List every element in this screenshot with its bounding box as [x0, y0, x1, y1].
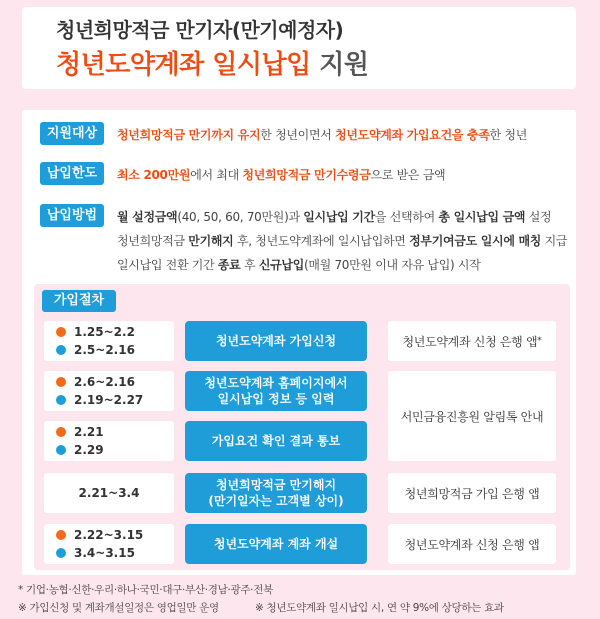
step-2-date-2-text: 2.19~2.27: [74, 393, 144, 407]
method-l3a: 일시납입 전환 기간: [117, 258, 218, 272]
step-2-date-1: [56, 375, 135, 389]
procedure-label: 가입절차: [42, 290, 116, 312]
step-1-date-1-text: 1.25~2.2: [74, 325, 135, 339]
step-3-action: 가입요건 확인 결과 통보: [185, 421, 367, 461]
method-line-1: [117, 208, 551, 225]
footer-note-1: ※ 가입신청 및 계좌개설일정은 영업일만 운영: [18, 602, 219, 614]
method-l1f: 설정: [525, 210, 552, 224]
step-1-info: [388, 321, 556, 361]
step-2-action-line-1: 청년도약계좌 홈페이지에서: [204, 376, 348, 390]
step-1-date-1: [56, 325, 135, 339]
method-l1e: 총 일시납입 금액: [438, 210, 526, 224]
step-4-info: 청년희망적금 가입 은행 앱: [388, 473, 556, 513]
step-4-action-line-1: 청년희망적금 만기해지: [215, 478, 337, 492]
step-2-action-line-2: 일시납입 정보 등 입력: [217, 392, 335, 406]
method-line-2: [117, 232, 567, 249]
step-5-action: 청년도약계좌 계좌 개설: [185, 524, 367, 564]
step-4-date-text: 2.21~3.4: [78, 486, 140, 500]
step-1-info-asterisk: *: [537, 336, 542, 346]
limit-text-3: 청년희망적금 만기수령금: [242, 168, 371, 182]
orange-dot-icon: [56, 530, 66, 540]
step-1-dates: [44, 321, 174, 361]
method-l2c: 후, 청년도약계좌에 일시납입하면: [233, 234, 410, 248]
blue-dot-icon: [56, 345, 66, 355]
step-4-dates: [44, 473, 174, 513]
target-description: [117, 126, 527, 143]
header-title-line1: 청년희망적금 만기자(만기예정자): [56, 18, 344, 42]
method-l3b: 종료: [217, 258, 241, 272]
orange-dot-icon: [56, 427, 66, 437]
footer-note-2: ※ 청년도약계좌 일시납입 시, 연 약 9%에 상당하는 효과: [255, 602, 504, 614]
method-l3c: 후: [240, 258, 259, 272]
step-1-date-2: [56, 343, 135, 357]
method-l1a: 월 설정금액: [117, 210, 178, 224]
orange-dot-icon: [56, 377, 66, 387]
step-3-date-2: [56, 443, 104, 457]
header-title-suffix: 지원: [319, 50, 369, 80]
step-3-date-2-text: 2.29: [74, 443, 104, 457]
target-text-2: 한 청년이면서: [260, 128, 336, 142]
target-text-3: 청년도약계좌 가입요건을 충족: [335, 128, 490, 142]
step-3-date-1: [56, 425, 104, 439]
method-l1d: 을 선택하여: [374, 210, 439, 224]
orange-dot-icon: [56, 327, 66, 337]
header-title-line2: [56, 44, 369, 81]
method-l2e: 지급: [541, 234, 568, 248]
method-l2d: 정부기여금도 일시에 매칭: [409, 234, 542, 248]
step-5-dates: [44, 524, 174, 564]
step-5-date-2-text: 3.4~3.15: [74, 546, 135, 560]
step-5-info: 청년도약계좌 신청 은행 앱: [388, 524, 556, 564]
step-3-dates: [44, 421, 174, 461]
target-text-4: 한 청년: [489, 128, 528, 142]
step-2-date-2: [56, 393, 143, 407]
step-1-date-2-text: 2.5~2.16: [74, 343, 135, 357]
method-l2b: 만기해지: [188, 234, 234, 248]
step-2-date-1-text: 2.6~2.16: [74, 375, 135, 389]
step-3-date-1-text: 2.21: [74, 425, 104, 439]
limit-text-4: 으로 받은 금액: [370, 168, 446, 182]
limit-text-1: 최소 200만원: [117, 168, 191, 182]
target-label: 지원대상: [40, 122, 104, 145]
method-l2a: 청년희망적금: [117, 234, 189, 248]
header-title-main: 청년도약계좌 일시납입: [56, 50, 311, 80]
step-5-date-1-text: 2.22~3.15: [74, 528, 144, 542]
step-2-action: [185, 371, 367, 411]
limit-label: 납입한도: [40, 162, 104, 185]
step-1-action: 청년도약계좌 가입신청: [185, 321, 367, 361]
blue-dot-icon: [56, 445, 66, 455]
method-l3e: (매월 70만원 이내 자유 납입) 시작: [303, 258, 481, 272]
method-l1c: 일시납입 기간: [303, 210, 375, 224]
step-4-action-line-2: (만기일자는 고객별 상이): [208, 494, 344, 508]
method-l3d: 신규납입: [258, 258, 304, 272]
limit-text-2: 에서 최대: [190, 168, 243, 182]
blue-dot-icon: [56, 395, 66, 405]
target-text-1: 청년희망적금 만기까지 유지: [117, 128, 261, 142]
step-2-3-info: 서민금융진흥원 알림톡 안내: [388, 371, 556, 461]
step-5-date-1: [56, 528, 143, 542]
method-label: 납입방법: [40, 204, 104, 227]
method-l1b: (40, 50, 60, 70만원)과: [177, 210, 304, 224]
step-4-action: [185, 473, 367, 513]
limit-description: [117, 166, 445, 183]
step-1-info-text: 청년도약계좌 신청 은행 앱: [402, 334, 538, 349]
step-2-dates: [44, 371, 174, 411]
method-line-3: [117, 256, 481, 273]
blue-dot-icon: [56, 548, 66, 558]
footer-banks: * 기업·농협·신한·우리·하나·국민·대구·부산·경남·광주·전북: [18, 584, 273, 596]
step-5-date-2: [56, 546, 135, 560]
